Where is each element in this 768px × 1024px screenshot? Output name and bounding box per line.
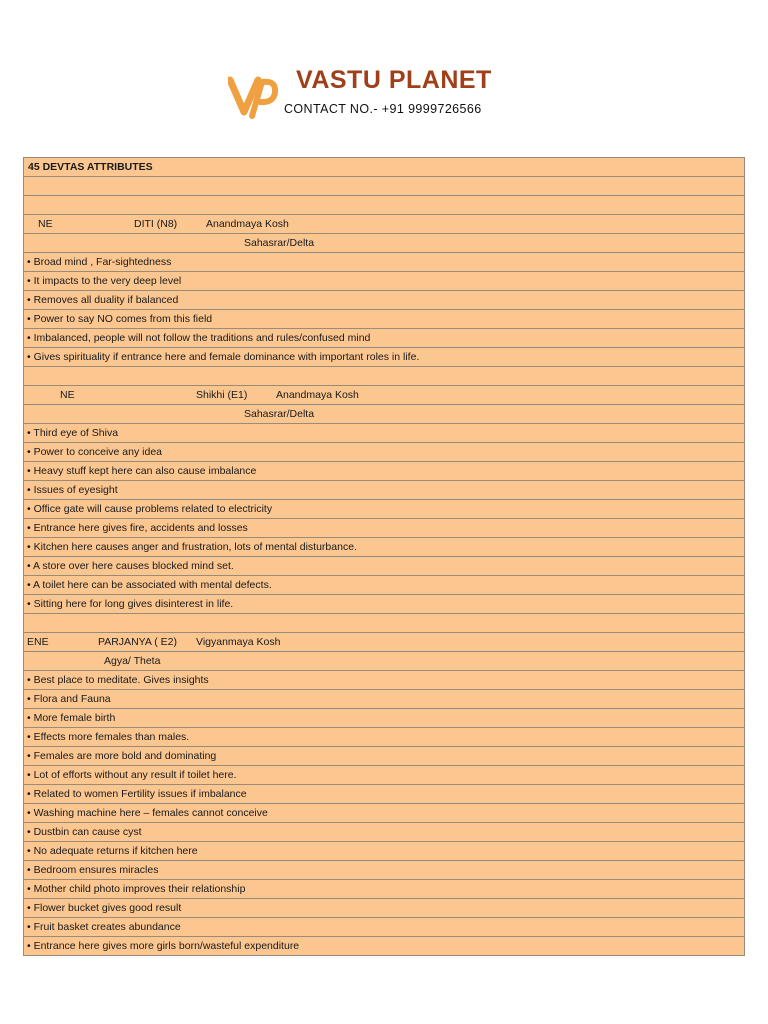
table-cell: • Third eye of Shiva [27, 427, 119, 439]
table-row [23, 899, 745, 918]
document-header [0, 0, 768, 150]
table-row [23, 386, 745, 405]
brand-name: VASTU PLANET [296, 66, 492, 94]
table-cell: • No adequate returns if kitchen here [27, 845, 198, 857]
table-row [23, 329, 745, 348]
table-row [23, 671, 745, 690]
table-row [23, 443, 745, 462]
table-row [23, 310, 745, 329]
table-row [23, 728, 745, 747]
table-row [23, 500, 745, 519]
table-row [23, 861, 745, 880]
table-row [23, 253, 745, 272]
table-cell: • Heavy stuff kept here can also cause imbalance [27, 465, 257, 477]
table-cell: • Issues of eyesight [27, 484, 118, 496]
table-cell: • Gives spirituality if entrance here and female dominance with important roles in life. [27, 351, 420, 363]
contact-number: CONTACT NO.- +91 9999726566 [284, 102, 482, 116]
vastu-planet-logo-icon [228, 72, 280, 122]
table-row [23, 272, 745, 291]
table-row [23, 234, 745, 253]
table-row [23, 481, 745, 500]
table-cell: Sahasrar/Delta [244, 408, 315, 420]
table-row [23, 842, 745, 861]
table-cell: DITI (N8) [134, 218, 178, 230]
table-cell: NE [60, 389, 75, 401]
table-row [23, 633, 745, 652]
table-cell: NE [38, 218, 53, 230]
table-cell: • More female birth [27, 712, 116, 724]
table-cell: • Mother child photo improves their relationship [27, 883, 246, 895]
table-cell: • It impacts to the very deep level [27, 275, 182, 287]
table-row [23, 595, 745, 614]
table-cell: • Related to women Fertility issues if imbalance [27, 788, 247, 800]
table-cell: • Entrance here gives fire, accidents and losses [27, 522, 248, 534]
table-row [23, 690, 745, 709]
table-cell: • A toilet here can be associated with mental defects. [27, 579, 272, 591]
table-cell: • Sitting here for long gives disinterest in life. [27, 598, 234, 610]
table-row [23, 519, 745, 538]
table-row [23, 462, 745, 481]
table-cell: 45 DEVTAS ATTRIBUTES [28, 161, 153, 173]
table-row [23, 614, 745, 633]
table-row [23, 196, 745, 215]
table-cell: • Flora and Fauna [27, 693, 111, 705]
table-row [23, 823, 745, 842]
table-cell: • Fruit basket creates abundance [27, 921, 181, 933]
table-row [23, 804, 745, 823]
table-cell: • Broad mind , Far-sightedness [27, 256, 172, 268]
table-cell: • Best place to meditate. Gives insights [27, 674, 209, 686]
table-row [23, 348, 745, 367]
table-cell: • Washing machine here – females cannot conceive [27, 807, 268, 819]
table-cell: Agya/ Theta [104, 655, 161, 667]
table-row [23, 177, 745, 196]
table-row [23, 215, 745, 234]
table-cell: PARJANYA ( E2) [98, 636, 177, 648]
table-row [23, 918, 745, 937]
table-cell: • Removes all duality if balanced [27, 294, 179, 306]
table-cell: Anandmaya Kosh [276, 389, 359, 401]
table-row [23, 880, 745, 899]
table-row [23, 937, 745, 956]
table-row [23, 538, 745, 557]
table-title-row [23, 158, 745, 177]
table-cell: • Entrance here gives more girls born/wasteful expenditure [27, 940, 300, 952]
table-cell: Vigyanmaya Kosh [196, 636, 281, 648]
table-row [23, 747, 745, 766]
table-cell: • Flower bucket gives good result [27, 902, 182, 914]
table-row [23, 367, 745, 386]
table-cell: • Effects more females than males. [27, 731, 190, 743]
table-row [23, 785, 745, 804]
table-row [23, 709, 745, 728]
table-row [23, 652, 745, 671]
table-row [23, 557, 745, 576]
table-cell: • Bedroom ensures miracles [27, 864, 159, 876]
table-cell: • Imbalanced, people will not follow the traditions and rules/confused mind [27, 332, 371, 344]
table-cell: Anandmaya Kosh [206, 218, 289, 230]
table-cell: • Kitchen here causes anger and frustration, lots of mental disturbance. [27, 541, 357, 553]
table-cell: • A store over here causes blocked mind set. [27, 560, 234, 572]
table-cell: • Lot of efforts without any result if toilet here. [27, 769, 237, 781]
table-row [23, 291, 745, 310]
table-cell: • Power to say NO comes from this field [27, 313, 213, 325]
table-row [23, 405, 745, 424]
table-cell: ENE [27, 636, 49, 648]
table-cell: • Dustbin can cause cyst [27, 826, 142, 838]
table-cell: • Power to conceive any idea [27, 446, 163, 458]
table-row [23, 576, 745, 595]
table-cell: Sahasrar/Delta [244, 237, 315, 249]
table-row [23, 424, 745, 443]
table-cell: Shikhi (E1) [196, 389, 248, 401]
table-cell: • Females are more bold and dominating [27, 750, 217, 762]
table-cell: • Office gate will cause problems related to electricity [27, 503, 273, 515]
table-row [23, 766, 745, 785]
devtas-attributes-table [23, 157, 745, 956]
